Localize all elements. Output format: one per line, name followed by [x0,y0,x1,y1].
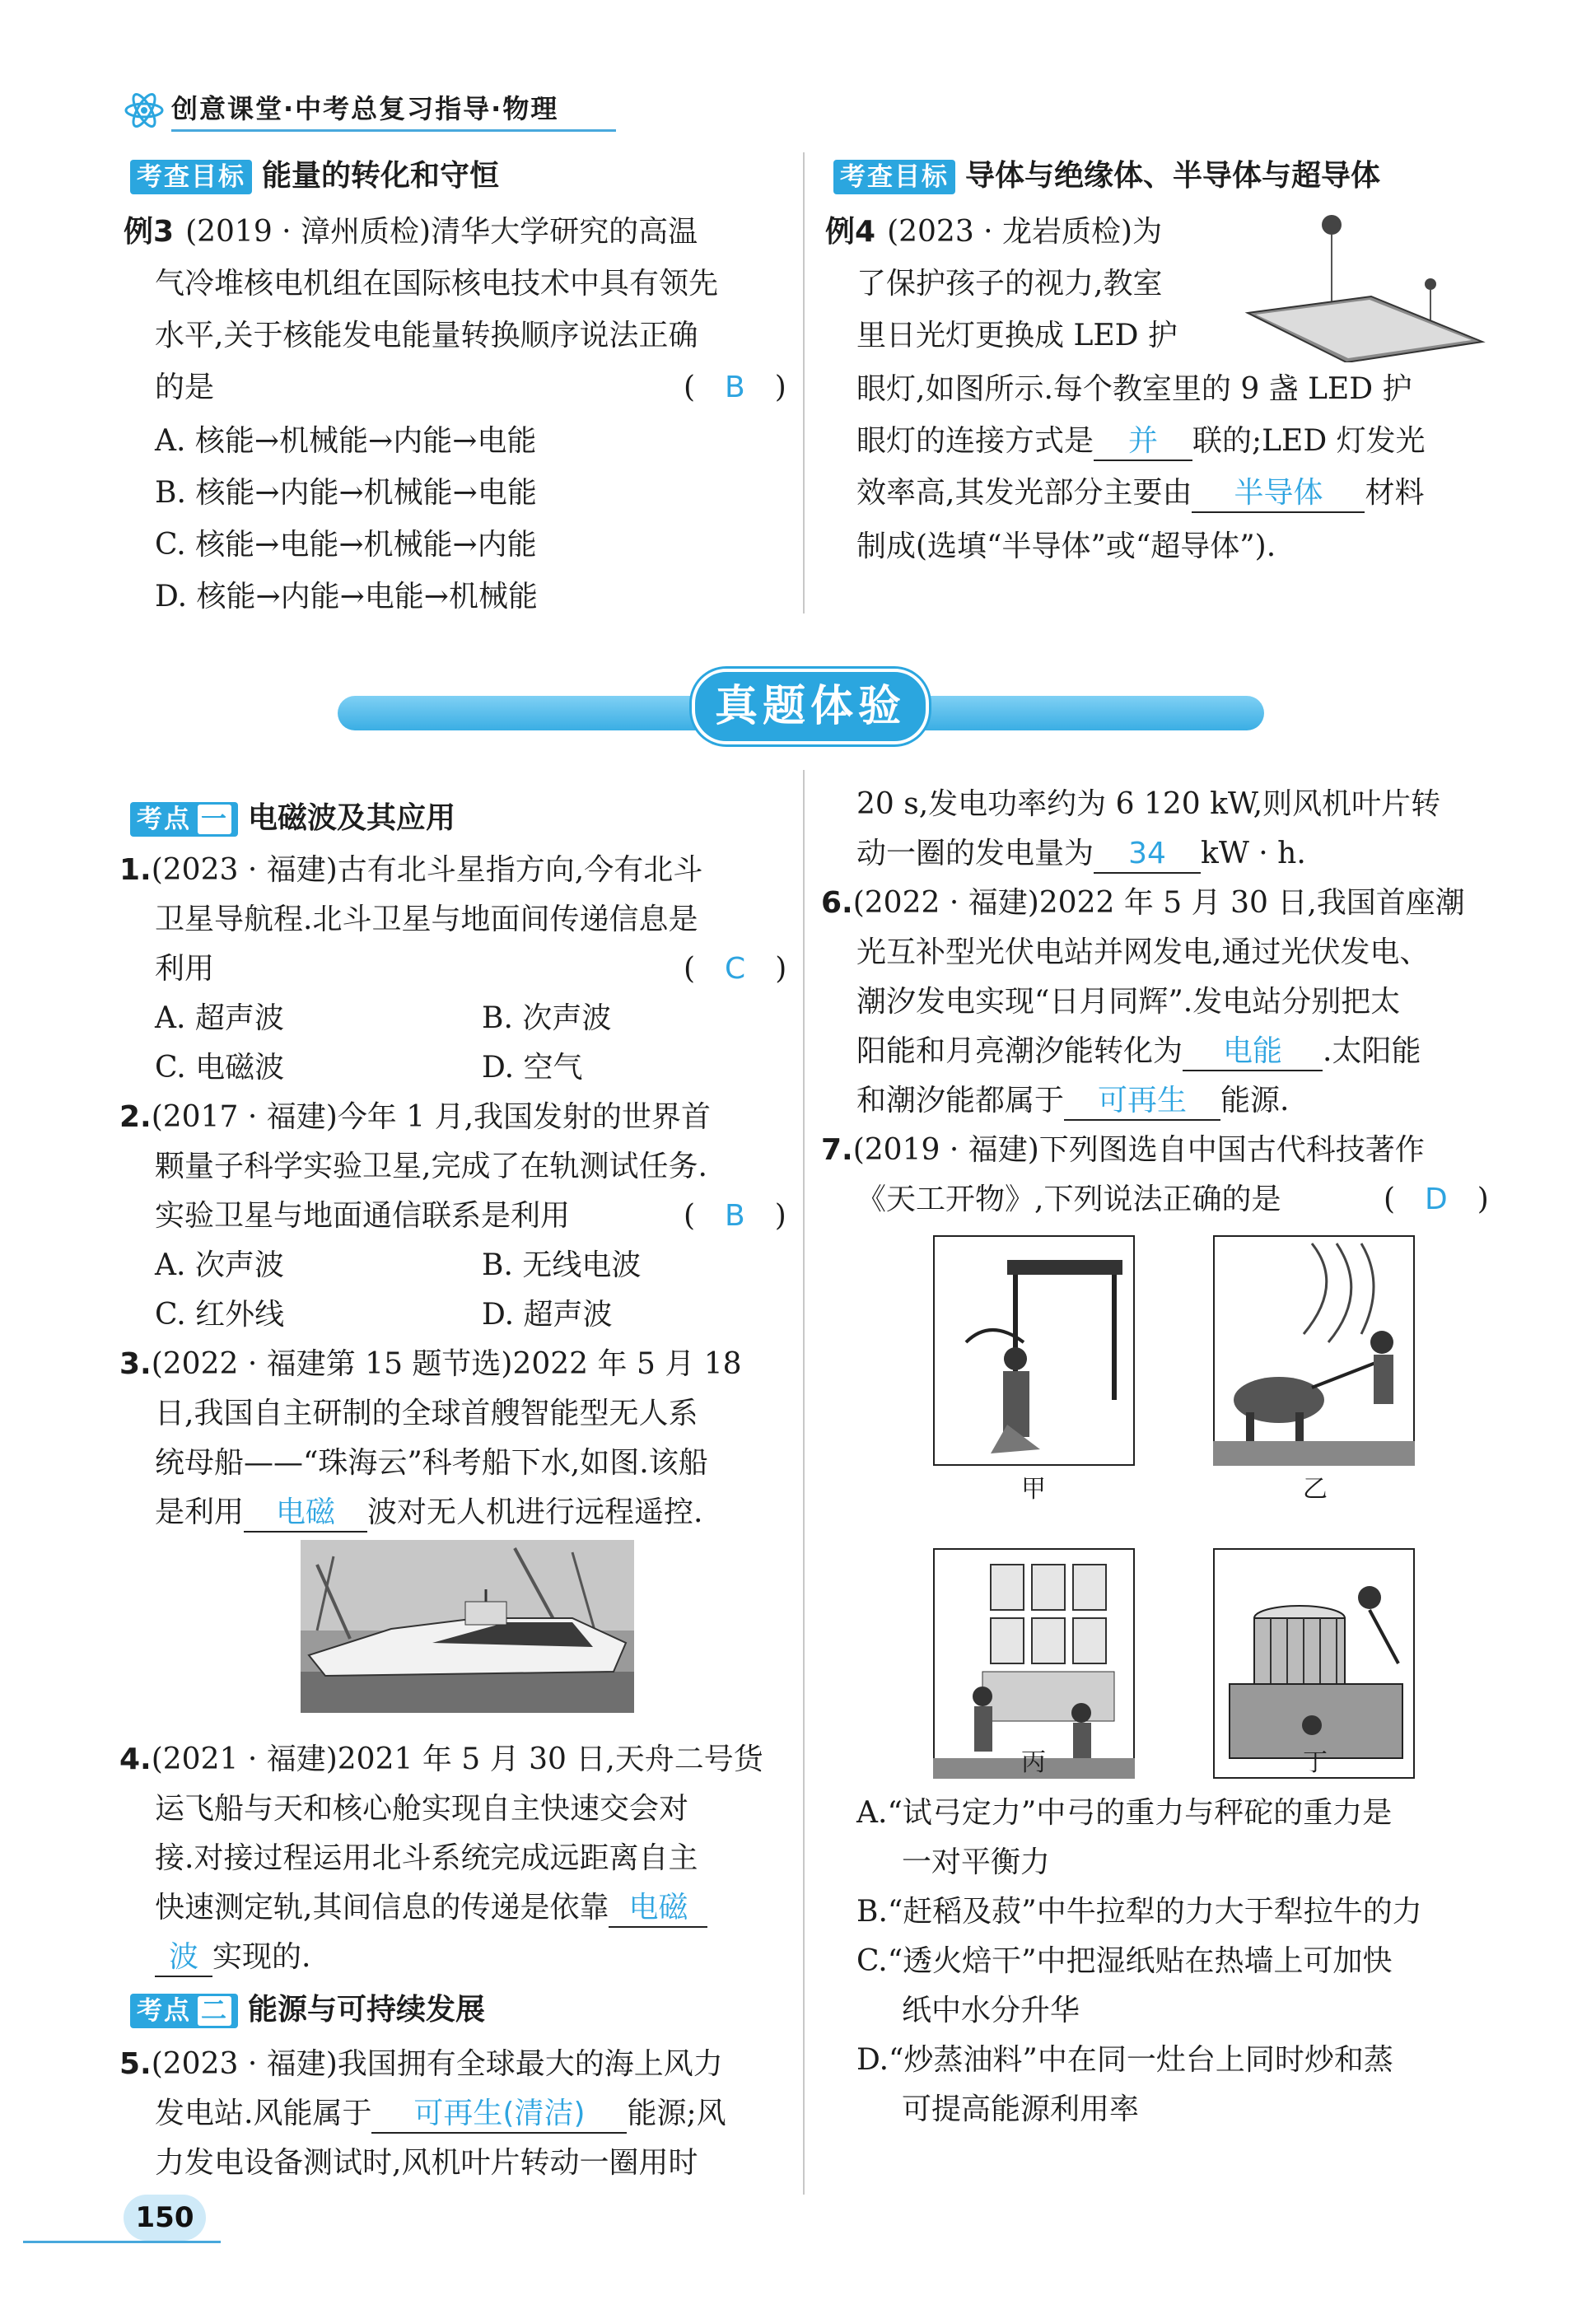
question-line: 光互补型光伏电站并网发电,通过光伏发电、 [856,935,1430,969]
answer-bracket: ( D ) [1384,1183,1489,1216]
option: 一对平衡力 [902,1845,1051,1879]
left-top-heading [130,152,499,194]
example-line: 的是 [155,371,215,404]
answer-bracket: ( B ) [684,371,786,404]
answer-blank: 可再生 [1064,1083,1220,1121]
question-number: 4. [119,1742,152,1776]
option: B.“赶稻及菽”中牛拉犁的力大于犁拉牛的力 [856,1895,1422,1929]
answer-bracket: ( B ) [684,1199,786,1233]
answer-blank: 波 [155,1939,212,1977]
figure-label: 丁 [1303,1748,1328,1777]
answer-letter: D [1425,1183,1448,1216]
question-line: 能源. [1220,1084,1290,1117]
header-rule [171,129,616,132]
question-number: 6. [821,886,853,920]
section-2-heading [130,1986,485,2028]
question-line: 潮汐发电实现“日月同辉”.发电站分别把太 [856,985,1401,1019]
question-line: 20 s,发电功率约为 6 120 kW,则风机叶片转 [856,787,1441,821]
option: B. 核能→内能→机械能→电能 [155,476,537,510]
answer-blank: 电磁 [244,1495,367,1533]
option: D. 核能→内能→电能→机械能 [155,580,538,613]
question-line: .太阳能 [1323,1034,1421,1068]
column-divider [803,770,805,2195]
question-line: (2019 · 福建)下列图选自中国古代科技著作 [852,1133,1425,1167]
question-line: (2021 · 福建)2021 年 5 月 30 日,天舟二号货 [151,1742,763,1776]
figure-yi-woodcut [1213,1235,1415,1466]
question-line: (2022 · 福建)2022 年 5 月 30 日,我国首座潮 [852,886,1465,920]
question-line: (2017 · 福建)今年 1 月,我国发射的世界首 [151,1100,712,1134]
example-line: (2019 · 漳州质检)清华大学研究的高温 [185,215,698,249]
example-line: 里日光灯更换成 LED 护 [856,319,1178,352]
led-panel-lamp-figure [1239,210,1486,362]
right-top-topic: 导体与绝缘体、半导体与超导体 [965,159,1381,193]
question-line: 运飞船与天和核心舱实现自主快速交会对 [155,1792,689,1826]
figure-label: 甲 [1021,1475,1046,1504]
section-banner-title: 真题体验 [692,669,929,744]
question-line: 力发电设备测试时,风机叶片转动一圈用时 [155,2146,698,2180]
section-1-title: 电磁波及其应用 [248,801,456,835]
option: C. 红外线 [155,1298,285,1332]
option: B. 无线电波 [482,1248,642,1282]
example-line: 气冷堆核电机组在国际核电技术中具有领先 [155,267,719,301]
option: A. 核能→机械能→内能→电能 [155,424,537,458]
question-line: (2023 · 福建)古有北斗星指方向,今有北斗 [151,853,703,887]
question-line: 实现的. [212,1940,311,1974]
section-1-heading [130,795,455,837]
topic-tag-number: 一 [198,805,231,834]
answer-letter: B [725,1199,745,1233]
question-line: (2022 · 福建第 15 题节选)2022 年 5 月 18 [151,1347,742,1381]
answer-blank: 电磁 [609,1890,707,1928]
question-line: 颗量子科学实验卫星,完成了在轨测试任务. [155,1150,707,1183]
topic-tag [130,1994,238,2028]
atom-icon [124,90,165,131]
question-line: 能源;风 [627,2097,726,2130]
option: A.“试弓定力”中弓的重力与秤砣的重力是 [856,1796,1393,1830]
figure-jia-woodcut [933,1235,1135,1466]
answer-blank: 可再生(清洁) [371,2096,627,2134]
answer-blank: 半导体 [1192,475,1365,513]
answer-blank: 电能 [1183,1033,1323,1071]
answer-bracket: ( C ) [684,952,787,986]
example-line: (2023 · 龙岩质检)为 [887,215,1163,249]
answer-blank: 并 [1094,423,1192,461]
question-line: 《天工开物》,下列说法正确的是 [856,1183,1281,1216]
question-line: 阳能和月亮潮汐能转化为 [856,1034,1183,1068]
example-label: 例3 [124,215,175,249]
option: C.“透火焙干”中把湿纸贴在热墙上可加快 [856,1944,1393,1978]
page-header [124,86,618,133]
exam-target-tag: 考查目标 [833,160,955,194]
option: D. 超声波 [482,1298,613,1332]
option: A. 超声波 [155,1001,284,1035]
answer-blank: 34 [1094,836,1201,874]
page-number: 150 [124,2195,206,2241]
question-line: 快速测定轨,其间信息的传递是依靠 [155,1891,609,1924]
topic-tag [130,802,238,837]
header-title: 创意课堂·中考总复习指导·物理 [171,93,559,124]
example-line: 效率高,其发光部分主要由 [856,476,1192,510]
ship-photo [301,1540,634,1713]
example-line: 材料 [1365,476,1425,510]
question-line: 发电站.风能属于 [155,2097,372,2130]
question-line: kW · h. [1201,837,1306,870]
figure-label: 丙 [1021,1748,1046,1777]
example-line: 联的;LED 灯发光 [1192,424,1426,458]
answer-letter: B [725,371,745,404]
section-2-title: 能源与可持续发展 [248,1993,486,2027]
option: D.“炒蒸油料”中在同一灶台上同时炒和蒸 [856,2043,1393,2077]
example-label: 例4 [825,215,876,249]
option: B. 次声波 [482,1001,612,1035]
question-line: 动一圈的发电量为 [856,837,1094,870]
question-line: (2023 · 福建)我国拥有全球最大的海上风力 [151,2047,723,2081]
question-number: 7. [821,1133,853,1167]
topic-tag-number: 二 [198,1996,231,2026]
example-line: 水平,关于核能发电能量转换顺序说法正确 [155,319,698,352]
question-line: 统母船——“珠海云”科考船下水,如图.该船 [155,1446,708,1480]
question-line: 实验卫星与地面通信联系是利用 [155,1199,571,1233]
question-line: 接.对接过程运用北斗系统完成远距离自主 [155,1841,698,1875]
option: A. 次声波 [155,1248,284,1282]
answer-letter: C [725,952,746,986]
question-number: 2. [119,1100,152,1134]
question-number: 3. [119,1347,152,1381]
column-divider [803,152,805,613]
option: 可提高能源利用率 [902,2092,1140,2126]
figure-label: 乙 [1303,1475,1328,1504]
example-line: 眼灯,如图所示.每个教室里的 9 盏 LED 护 [856,372,1412,406]
question-line: 波对无人机进行远程遥控. [367,1495,703,1529]
question-number: 5. [119,2047,152,2081]
question-line: 利用 [155,952,215,986]
topic-tag-label: 考点 [137,1996,191,2026]
exam-target-tag: 考查目标 [130,160,252,194]
question-line: 卫星导航程.北斗卫星与地面间传递信息是 [155,903,698,936]
question-line: 是利用 [155,1495,245,1529]
option: 纸中水分升华 [902,1994,1080,2027]
topic-tag-label: 考点 [137,805,191,834]
example-line: 制成(选填“半导体”或“超导体”). [856,530,1276,563]
question-number: 1. [119,853,152,887]
example-line: 了保护孩子的视力,教室 [856,267,1163,301]
right-top-heading [833,152,1380,194]
left-top-topic: 能量的转化和守恒 [262,159,500,193]
page-number-rule [23,2241,221,2243]
question-line: 和潮汐能都属于 [856,1084,1065,1117]
question-line: 日,我国自主研制的全球首艘智能型无人系 [155,1397,698,1430]
option: D. 空气 [482,1051,583,1085]
example-line: 眼灯的连接方式是 [856,424,1094,458]
option: C. 核能→电能→机械能→内能 [155,528,537,562]
option: C. 电磁波 [155,1051,285,1085]
